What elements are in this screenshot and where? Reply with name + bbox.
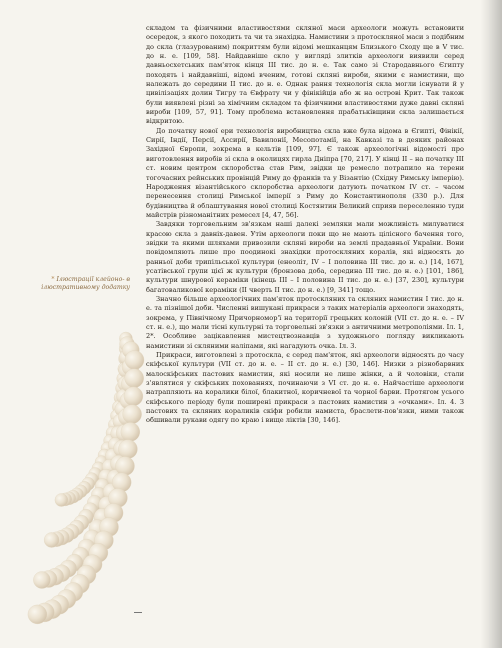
- bead: [95, 479, 110, 494]
- bullet-marker: *: [51, 276, 57, 283]
- bead: [101, 442, 114, 455]
- bead: [121, 422, 140, 441]
- bead: [40, 571, 57, 588]
- bead: [114, 440, 131, 457]
- bead: [110, 409, 123, 422]
- bead: [49, 532, 64, 547]
- bead: [66, 554, 83, 571]
- bead: [112, 473, 131, 492]
- bead: [89, 543, 108, 562]
- bead: [91, 487, 106, 502]
- bead: [89, 520, 106, 537]
- bead: [78, 481, 91, 494]
- bead: [110, 455, 127, 472]
- bead: [114, 391, 127, 404]
- bead: [85, 473, 98, 486]
- bead: [119, 363, 134, 378]
- bead: [82, 477, 95, 490]
- bead: [118, 408, 135, 425]
- bead: [69, 520, 84, 535]
- bead: [44, 533, 59, 548]
- bead: [57, 590, 76, 609]
- bead: [119, 332, 132, 345]
- bead: [63, 492, 76, 505]
- bead: [83, 503, 98, 518]
- bead: [94, 531, 113, 550]
- bead: [35, 603, 54, 622]
- bead: [47, 568, 64, 585]
- bead: [108, 437, 123, 452]
- bead: [89, 468, 102, 481]
- bead: [95, 456, 108, 469]
- bead: [117, 372, 130, 385]
- bead: [92, 462, 105, 475]
- bead: [100, 518, 119, 537]
- bead: [107, 470, 124, 487]
- bead: [87, 495, 102, 510]
- bead: [122, 359, 139, 376]
- bead: [67, 490, 80, 503]
- bead: [50, 595, 69, 614]
- bead: [118, 440, 137, 459]
- bead: [59, 493, 72, 506]
- bead: [64, 583, 83, 602]
- bead: [116, 457, 135, 476]
- page-edge-shadow: [480, 0, 502, 648]
- body-text: [146, 24, 464, 426]
- bead: [71, 574, 90, 593]
- bead: [111, 426, 126, 441]
- bead: [125, 369, 144, 388]
- bead: [99, 496, 116, 513]
- bead: [104, 503, 123, 522]
- bead: [55, 494, 68, 507]
- paragraph: Прикраси, виготовлені з протоскла, є серед пам'яток, які археологи відносять до часу скіфської культури (VII ст. до н. е. – II ст. до н. е.) [30, 146]. Низки з різнобарвних малоскіфських пастових намистин, які носили не лише жінки, а й чоловіки, стали з'являтися у скіфських похованнях, починаючи з VI ст. до н. е. Найчастіше археологи натрапляють на коралики білої, блакитної, коричневої та чорної барви. Протягом усього скіфського періоду були поширені прикраси з пастових намистин з «очками». Іл. 4. З пастових та скляних кораликів скіфи робили намиста, браслети-пов'язки, ними також обшивали рукави одягу по краю і вище ліктів [30, 146].: [146, 351, 464, 425]
- bead: [43, 600, 62, 619]
- bead: [54, 530, 69, 545]
- paragraph: Завдяки торговельним зв'язкам наші далекі земляки мали можливість милуватися красою скла з давніх-давен. Утім археологи поки що не мають цілісного бачення того, звідки та якими шляхами привозили скляні вироби на землі прадавньої України. Вони повідомляють лише про поодинокі знахідки протоскляних коралів, які відносять до ранньої доби трипільської культури (енеоліт, IV – I половина III тис. до н. е.) [14, 167], усатівської групи цієї ж культури (бронзова доба, середина III тис. до н. е.) [101, 186], культури шнурової кераміки (кінець III – I половина II тис. до н. е.) [37, 230], культури багатоваликової кераміки (II чверть II тис. до н. е.) [9, 341] тощо.: [146, 220, 464, 294]
- bead: [74, 515, 89, 530]
- bead: [60, 560, 77, 577]
- bead: [122, 342, 139, 359]
- page-footer-mark: [134, 612, 142, 613]
- paragraph: До початку нової ери технологія виробництва скла вже була відома в Єгипті, Фінікії, Сирії, Індії, Персії, Ассирії, Вавилонії, Месопотамії, на Кавказі та в деяких районах Західної Європи, зокрема в кельтів [109, 97]. Є також археологічні відомості про виготовлення виробів зі скла в околицях гирла Дніпра [70, 217]. У кінці II – на початку III ст. новим центром склоробства став Рим, звідки це ремесло потрапило на терени тогочасних рейнських провінцій Риму до франків та у Візантію (Східну Римську імперію). Народження візантійського склоробства археологи датують початком IV ст. – часом перенесення столиці Римської імперії з Риму до Константинополя (330 р.). Для будівництва й облаштування нової столиці Костянтин Великий сприяв переселенню туди майстрів різноманітних ремесел [4, 47, 56].: [146, 126, 464, 219]
- bead: [59, 528, 74, 543]
- bead: [118, 362, 131, 375]
- bead: [102, 459, 117, 474]
- bead: [121, 375, 138, 392]
- bead: [103, 483, 120, 500]
- bead: [98, 449, 111, 462]
- bead: [105, 449, 120, 464]
- bead: [108, 418, 121, 431]
- paragraph: Значно більше археологічних пам'яток протоскляних та скляних намистин I тис. до н. е. та пізнішої доби. Численні вишукані прикраси з таких матеріалів археологи знаходять, зокрема, у Північному Причорномор'ї на території грецьких колоній (VII ст. до н. е. – IV ст. н. е.), що мали тісні культурні та торговельні зв'язки з античними метрополіями. Іл. 1, 2*. Особливе зацікавлення мистецтвознавців з художнього погляду викликають намистини зі скляними наліпами, які нагадують очка. Іл. 3.: [146, 294, 464, 350]
- caption-text: Ілюстрації клейоно- в ілюстративному додатку: [41, 276, 130, 291]
- bead: [118, 376, 133, 391]
- bead: [74, 485, 87, 498]
- bead: [106, 426, 119, 439]
- bead: [71, 488, 84, 501]
- bead: [120, 392, 137, 409]
- bead: [125, 351, 144, 370]
- bead: [120, 337, 135, 352]
- bead: [108, 488, 127, 507]
- figure-caption: [12, 276, 130, 292]
- bead: [104, 434, 117, 447]
- paragraph: складом та фізичними властивостями скляної маси археологи можуть встановити осередок, з якого походить та чи та знахідка. Намистини з протоскляної маси з подібним до скла (глазурованим) покриттям були відомі мешканцям Близького Сходу ще в V тис. до н. е. [109, 58]. Найдавніше скло у вигляді злитків археологи виявили серед давньосхетських пам'яток кінця III тис. до н. е. Так само зі Стародавнього Єгипту походять і найдавніші, відомі вченим, готові скляні вироби, якими є намистини, що належать до середини II тис. до н. е. Однак рання технологія скла могли існувати й у цивілізаціях долин Тигру та Євфрату чи у фінікійців або ж на острові Крит. Так також були виявлені різні за хімічним складом та фізичними властивостями дуже давні скляні вироби [109, 57, 91]. Тому проблема встановлення прабатьківщини скла залишається відкритою.: [146, 24, 464, 126]
- bead: [116, 425, 133, 442]
- bead: [119, 350, 134, 365]
- bead: [115, 402, 130, 417]
- bead: [119, 352, 132, 365]
- bead: [113, 414, 128, 429]
- bead: [124, 387, 143, 406]
- bead: [53, 565, 70, 582]
- bead: [33, 572, 50, 589]
- bead: [78, 539, 95, 556]
- bead: [94, 508, 111, 525]
- bead: [116, 389, 131, 404]
- bead: [116, 382, 129, 395]
- bead: [123, 405, 142, 424]
- bead: [77, 565, 96, 584]
- bead: [119, 342, 132, 355]
- bead: [28, 605, 47, 624]
- bead: [83, 555, 102, 574]
- bead: [84, 530, 101, 547]
- bead: [99, 469, 114, 484]
- bead: [79, 509, 94, 524]
- bead: [64, 524, 79, 539]
- bead: [112, 401, 125, 414]
- bead: [72, 547, 89, 564]
